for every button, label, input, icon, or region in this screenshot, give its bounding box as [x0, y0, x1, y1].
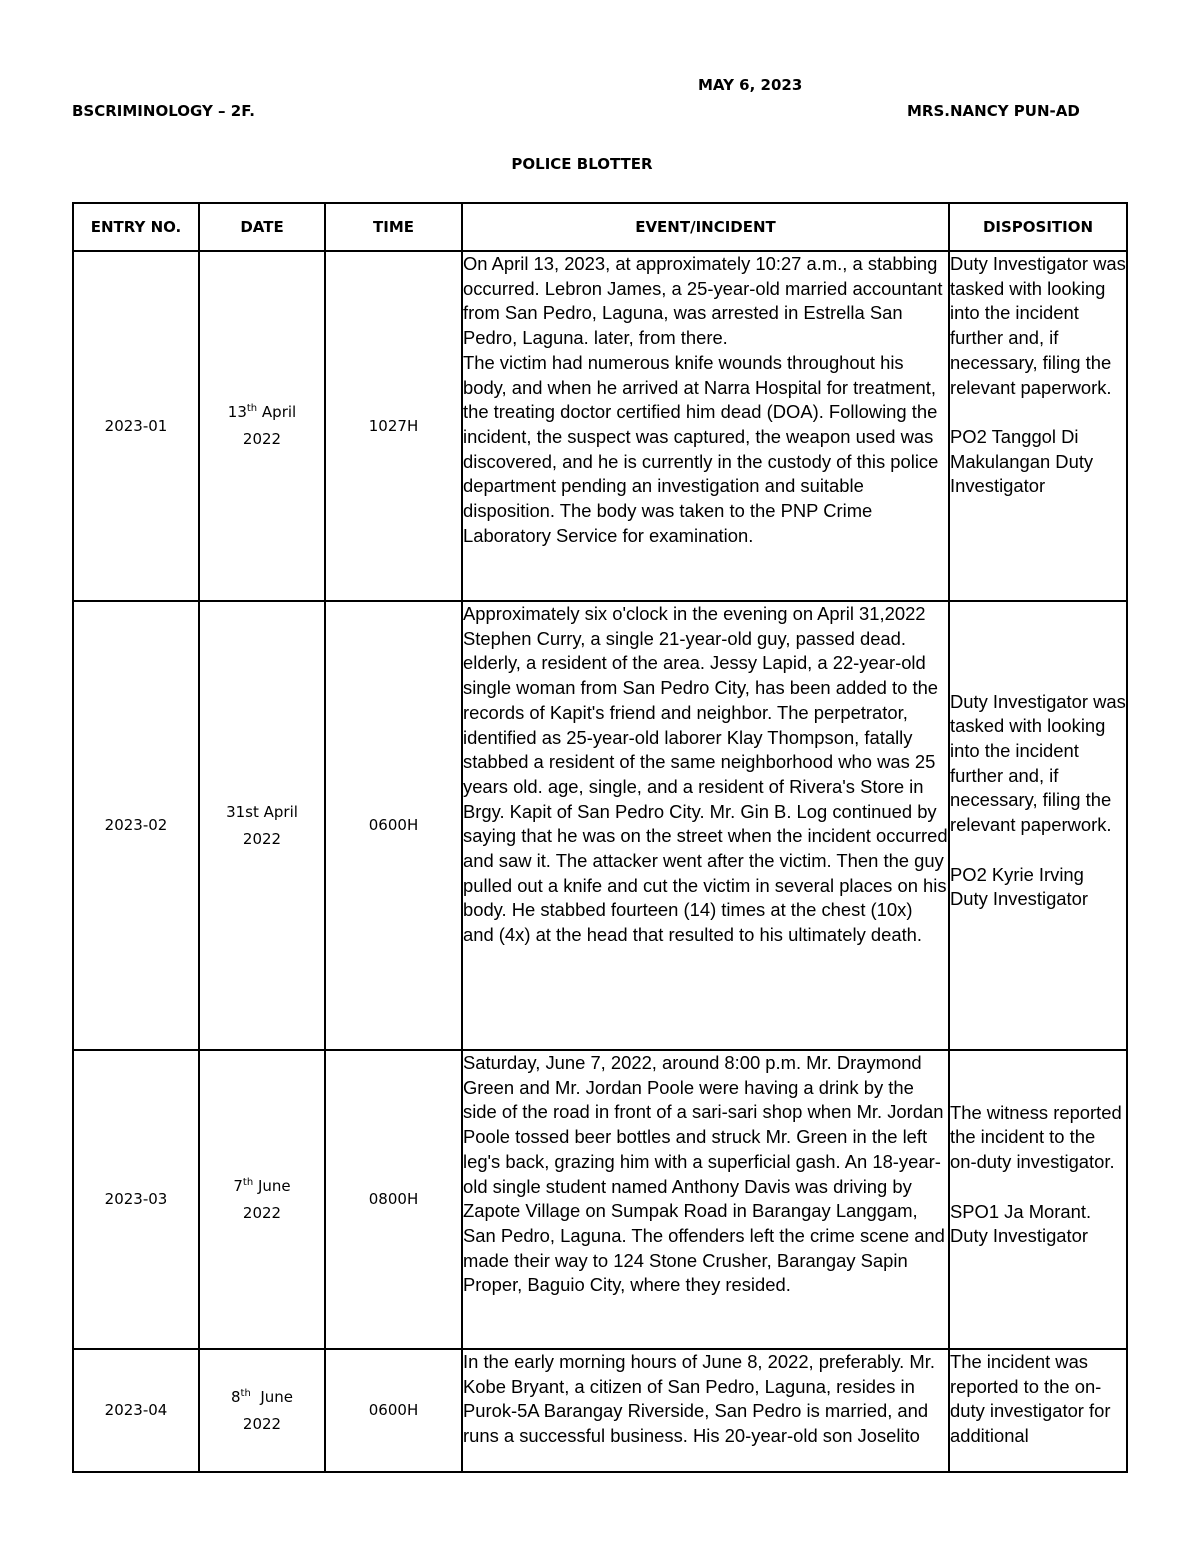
table-row [73, 1349, 1127, 1472]
disposition-note: Duty Investigator was tasked with looking into the incident further and, if necessary, filing the relevant paperwork. [950, 690, 1126, 836]
event-paragraph: Saturday, June 7, 2022, around 8:00 p.m. Mr. Draymond Green and Mr. Jordan Poole were having a drink by the side of the road in front of a sari-sari shop when Mr. Jordan Poole tossed beer bottles and struck Mr. Green in the left leg's back, grazing him with a superficial gash. An 18-year-old single student named Anthony Davis was driving by Zapote Village on Sumpak Road in Barangay Langgam, San Pedro, Laguna. The offenders left the crime scene and made their way to 124 Stone Crusher, Barangay Sapin Proper, Baguio City, where they resided. [463, 1052, 945, 1296]
disposition-cell [949, 1349, 1127, 1472]
document-date: MAY 6, 2023 [698, 76, 803, 94]
date-suffix: th [246, 403, 258, 414]
table-row [73, 1050, 1127, 1349]
event-paragraph: On April 13, 2023, at approximately 10:27 a.m., a stabbing occurred. Lebron James, a 25-year-old married accountant from San Pedro, Laguna, was arrested in Estrella San Pedro, Laguna. later, from there. [463, 253, 943, 349]
document-title: POLICE BLOTTER [511, 155, 653, 173]
entry-no-cell: 2023-04 [73, 1349, 199, 1472]
date-day: 31st April [226, 802, 298, 821]
disposition-note: Duty Investigator was tasked with looking into the incident further and, if necessary, filing the relevant paperwork. [950, 253, 1126, 398]
time-cell: 0800H [325, 1050, 462, 1349]
police-blotter-table [72, 202, 1128, 1473]
column-header-date: DATE [199, 203, 325, 251]
date-suffix: th [240, 1387, 251, 1399]
time-cell: 1027H [325, 251, 462, 601]
event-incident-cell [462, 1349, 949, 1472]
disposition-note: The witness reported the incident to the on-duty investigator. [950, 1101, 1122, 1173]
entry-no-cell: 2023-01 [73, 251, 199, 601]
date-day: 7 [233, 1176, 243, 1195]
table-row [73, 251, 1127, 601]
time-cell: 0600H [325, 601, 462, 1050]
column-header-time: TIME [325, 203, 462, 251]
entry-no-cell: 2023-02 [73, 601, 199, 1050]
course-section: BSCRIMINOLOGY – 2F. [72, 102, 255, 120]
disposition-cell [949, 601, 1127, 1050]
disposition-cell [949, 251, 1127, 601]
instructor-name: MRS.NANCY PUN-AD [907, 102, 1080, 120]
duty-investigator: SPO1 Ja Morant. Duty Investigator [950, 1200, 1092, 1247]
date-cell [199, 1050, 325, 1349]
disposition-cell [949, 1050, 1127, 1349]
duty-investigator: PO2 Tanggol Di Makulangan Duty Investigator [950, 425, 1094, 497]
table-header-row [73, 203, 1127, 251]
event-incident-cell [462, 251, 949, 601]
event-paragraph: The victim had numerous knife wounds throughout his body, and when he arrived at Narra Hospital for treatment, the treating doctor certified him dead (DOA). Following the incident, the suspect was captured, the weapon used was discovered, and he is currently in the custody of this police department pending an investigation and suitable disposition. The body was taken to the PNP Crime Laboratory Service for examination. [463, 351, 939, 546]
table-row [73, 601, 1127, 1050]
event-incident-cell [462, 601, 949, 1050]
column-header-entry-no: ENTRY NO. [73, 203, 199, 251]
column-header-disposition: DISPOSITION [949, 203, 1127, 251]
duty-investigator: PO2 Kyrie Irving Duty Investigator [950, 863, 1088, 910]
event-paragraph: Approximately six o'clock in the evening on April 31,2022 Stephen Curry, a single 21-year-old guy, passed dead. elderly, a resident of the area. Jessy Lapid, a 22-year-old single woman from San Pedro City, has been added to the records of Kapit's friend and neighbor. The perpetrator, identified as 25-year-old laborer Klay Thompson, fatally stabbed a resident of the same neighborhood who was 25 years old. age, single, and a resident of Rivera's Store in Brgy. Kapit of San Pedro City. Mr. Gin B. Log continued by saying that he was on the street when the incident occurred and saw it. The attacker went after the victim. Then the guy pulled out a knife and cut the victim in several places on his body. He stabbed fourteen (14) times at the chest (10x) and (4x) at the head that resulted to his ultimately death. [463, 603, 948, 946]
date-cell [199, 251, 325, 601]
date-day: 13 [227, 403, 247, 421]
date-month: June [253, 1176, 291, 1195]
date-month: April [257, 403, 297, 421]
date-month: June [250, 1387, 293, 1406]
date-suffix: th [242, 1176, 254, 1188]
date-year: 2022 [242, 1414, 282, 1433]
date-cell [199, 1349, 325, 1472]
date-year: 2022 [242, 430, 282, 448]
event-incident-cell [462, 1050, 949, 1349]
time-cell: 0600H [325, 1349, 462, 1472]
date-day: 8 [230, 1387, 241, 1406]
column-header-event-incident: EVENT/INCIDENT [462, 203, 949, 251]
date-year: 2022 [242, 1203, 282, 1222]
event-paragraph: In the early morning hours of June 8, 2022, preferably. Mr. Kobe Bryant, a citizen of San Pedro, Laguna, resides in Purok-5A Barangay Riverside, San Pedro is married, and runs a successful business. His 20-year-old son Joselito [463, 1351, 935, 1447]
date-cell [199, 601, 325, 1050]
date-year: 2022 [242, 829, 282, 848]
disposition-note: The incident was reported to the on-duty investigator for additional [950, 1351, 1111, 1447]
entry-no-cell: 2023-03 [73, 1050, 199, 1349]
